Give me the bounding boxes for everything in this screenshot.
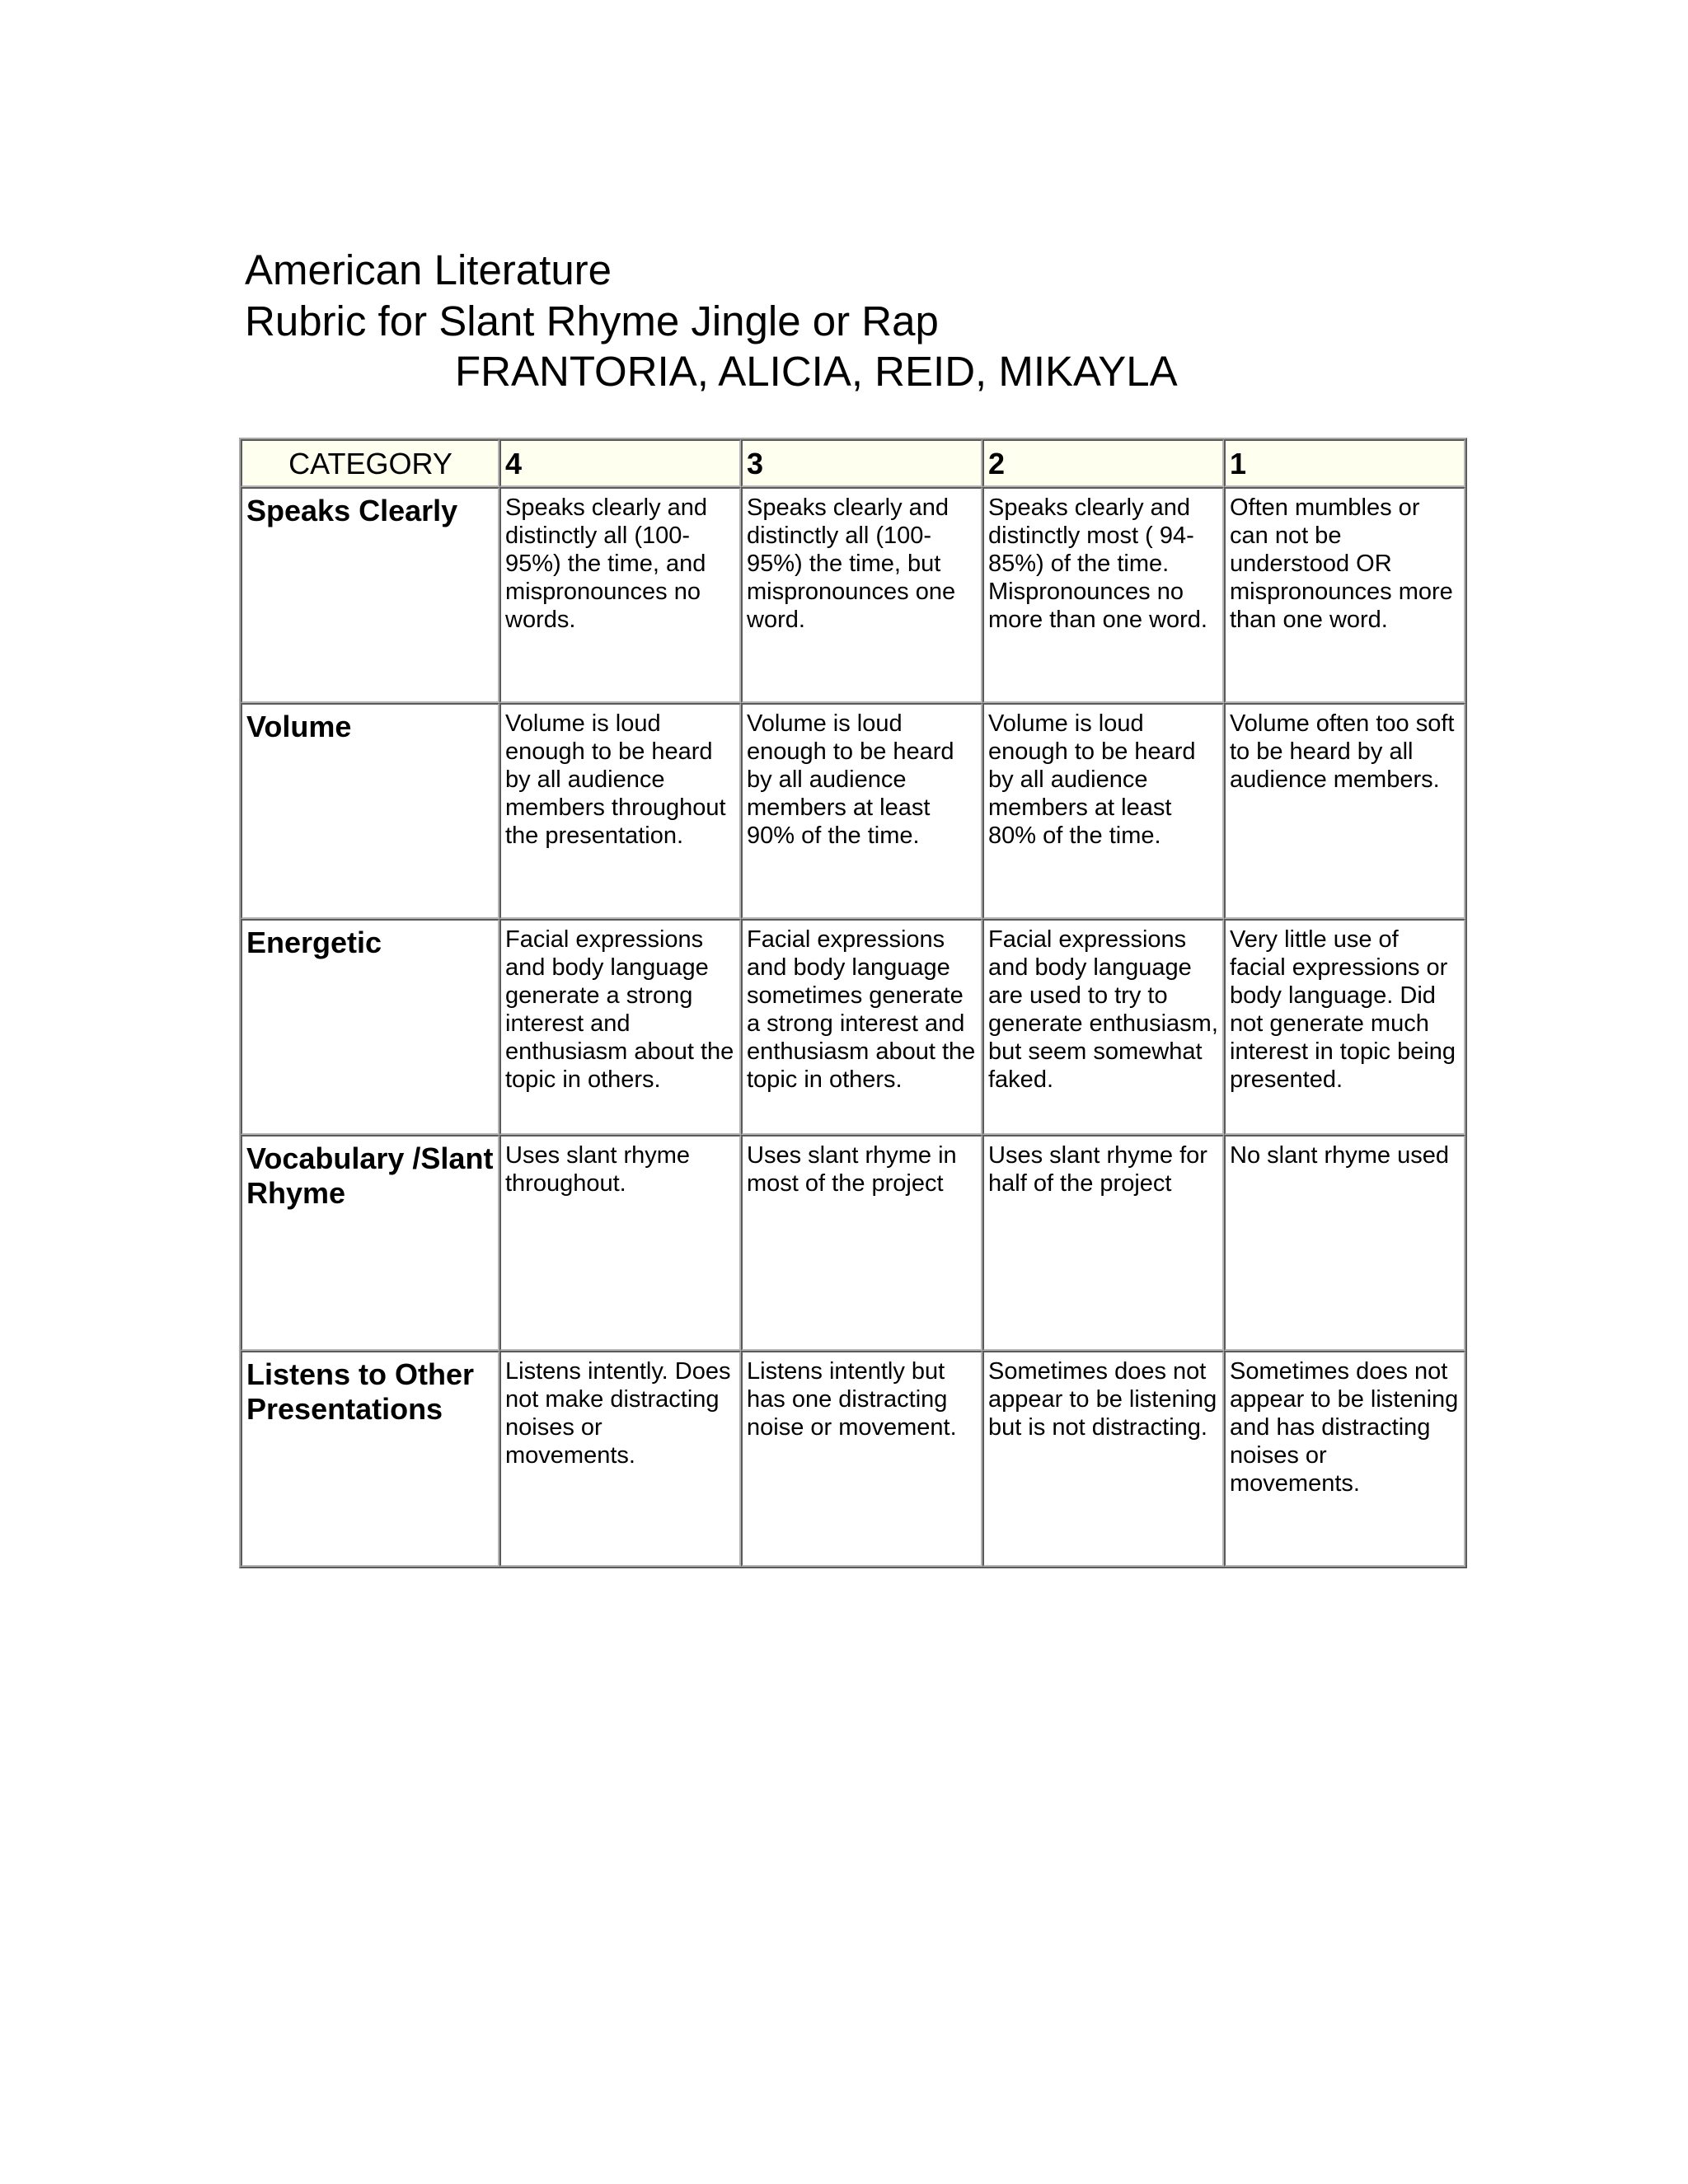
criteria-cell: Sometimes does not appear to be listening but is not distracting. — [982, 1351, 1224, 1567]
level-header-2: 2 — [982, 439, 1224, 487]
criteria-cell: Listens intently but has one distracting noise or movement. — [741, 1351, 982, 1567]
criteria-cell: Volume is loud enough to be heard by all audience members at least 90% of the time. — [741, 703, 982, 919]
rubric-title: Rubric for Slant Rhyme Jingle or Rap — [245, 298, 939, 344]
rubric-table — [239, 438, 1467, 1568]
criteria-cell: Volume is loud enough to be heard by all audience members throughout the presentation. — [499, 703, 741, 919]
criteria-cell: Facial expressions and body language generate a strong interest and enthusiasm about the topic in others. — [499, 919, 741, 1135]
row-category: Volume — [241, 703, 499, 919]
row-category: Energetic — [241, 919, 499, 1135]
table-row — [241, 487, 1465, 703]
table-row — [241, 919, 1465, 1135]
criteria-cell: Sometimes does not appear to be listening and has distracting noises or movements. — [1224, 1351, 1465, 1567]
criteria-cell: Often mumbles or can not be understood OR mispronounces more than one word. — [1224, 487, 1465, 703]
criteria-cell: Uses slant rhyme in most of the project — [741, 1135, 982, 1351]
criteria-cell: Volume is loud enough to be heard by all audience members at least 80% of the time. — [982, 703, 1224, 919]
header-row — [241, 439, 1465, 487]
criteria-cell: No slant rhyme used — [1224, 1135, 1465, 1351]
row-category: Speaks Clearly — [241, 487, 499, 703]
level-header-4: 4 — [499, 439, 741, 487]
criteria-cell: Uses slant rhyme throughout. — [499, 1135, 741, 1351]
criteria-cell: Speaks clearly and distinctly most ( 94-85%) of the time. Mispronounces no more than one word. — [982, 487, 1224, 703]
row-category: Vocabulary /Slant Rhyme — [241, 1135, 499, 1351]
level-header-3: 3 — [741, 439, 982, 487]
table-row — [241, 703, 1465, 919]
criteria-cell: Facial expressions and body language are used to try to generate enthusiasm, but seem somewhat faked. — [982, 919, 1224, 1135]
criteria-cell: Volume often too soft to be heard by all audience members. — [1224, 703, 1465, 919]
criteria-cell: Listens intently. Does not make distracting noises or movements. — [499, 1351, 741, 1567]
criteria-cell: Facial expressions and body language sometimes generate a strong interest and enthusiasm about the topic in others. — [741, 919, 982, 1135]
level-header-1: 1 — [1224, 439, 1465, 487]
student-names: FRANTORIA, ALICIA, REID, MIKAYLA — [455, 348, 1178, 395]
category-header: CATEGORY — [241, 439, 499, 487]
table-row — [241, 1351, 1465, 1567]
criteria-cell: Uses slant rhyme for half of the project — [982, 1135, 1224, 1351]
row-category: Listens to Other Presentations — [241, 1351, 499, 1567]
table-row — [241, 1135, 1465, 1351]
criteria-cell: Speaks clearly and distinctly all (100-95%) the time, and mispronounces no words. — [499, 487, 741, 703]
course-title: American Literature — [245, 246, 612, 293]
criteria-cell: Very little use of facial expressions or body language. Did not generate much interest in topic being presented. — [1224, 919, 1465, 1135]
criteria-cell: Speaks clearly and distinctly all (100-95%) the time, but mispronounces one word. — [741, 487, 982, 703]
